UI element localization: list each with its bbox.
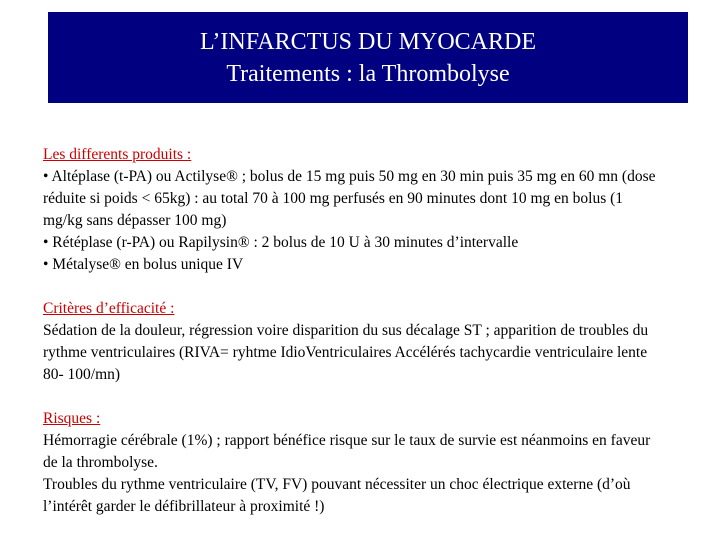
section-criteres [43, 298, 663, 386]
bullet-reteplase: • Rétéplase (r-PA) ou Rapilysin® : 2 bolus de 10 U à 30 minutes d’intervalle [43, 234, 519, 251]
slide-title: L’INFARCTUS DU MYOCARDE [199, 29, 537, 55]
bullet-alteplase: • Altéplase (t-PA) ou Actilyse® ; bolus de 15 mg puis 50 mg en 30 min puis 35 mg en 60 mn (dose réduite si poids < 65kg) : au total 70 à 100 mg perfusés en 90 minutes dont 10 mg en bolus (1 mg/kg sans dépasser 100 mg) [43, 168, 656, 229]
section-risques [43, 408, 663, 518]
slide-title-banner [48, 12, 688, 103]
slide-body [43, 144, 663, 518]
section-heading: Critères d’efficacité : [43, 300, 175, 317]
paragraph-troubles: Troubles du rythme ventriculaire (TV, FV) pouvant nécessiter un choc électrique externe (d’où l’intérêt garder le défibrillateur à proximité !) [43, 476, 631, 515]
paragraph-criteres: Sédation de la douleur, régression voire disparition du sus décalage ST ; apparition de troubles du rythme ventriculaires (RIVA= ryhtme IdioVentriculaires Accélérés tachycardie ventriculaire lente 80- 100/mn) [43, 322, 649, 383]
section-produits [43, 144, 663, 276]
slide-subtitle: Traitements : la Thrombolyse [226, 61, 510, 87]
bullet-metalyse: • Métalyse® en bolus unique IV [43, 256, 244, 273]
section-heading: Les differents produits : [43, 146, 192, 163]
section-heading: Risques : [43, 410, 101, 427]
paragraph-hemorragie: Hémorragie cérébrale (1%) ; rapport bénéfice risque sur le taux de survie est néanmoins en faveur de la thrombolyse. [43, 432, 651, 471]
